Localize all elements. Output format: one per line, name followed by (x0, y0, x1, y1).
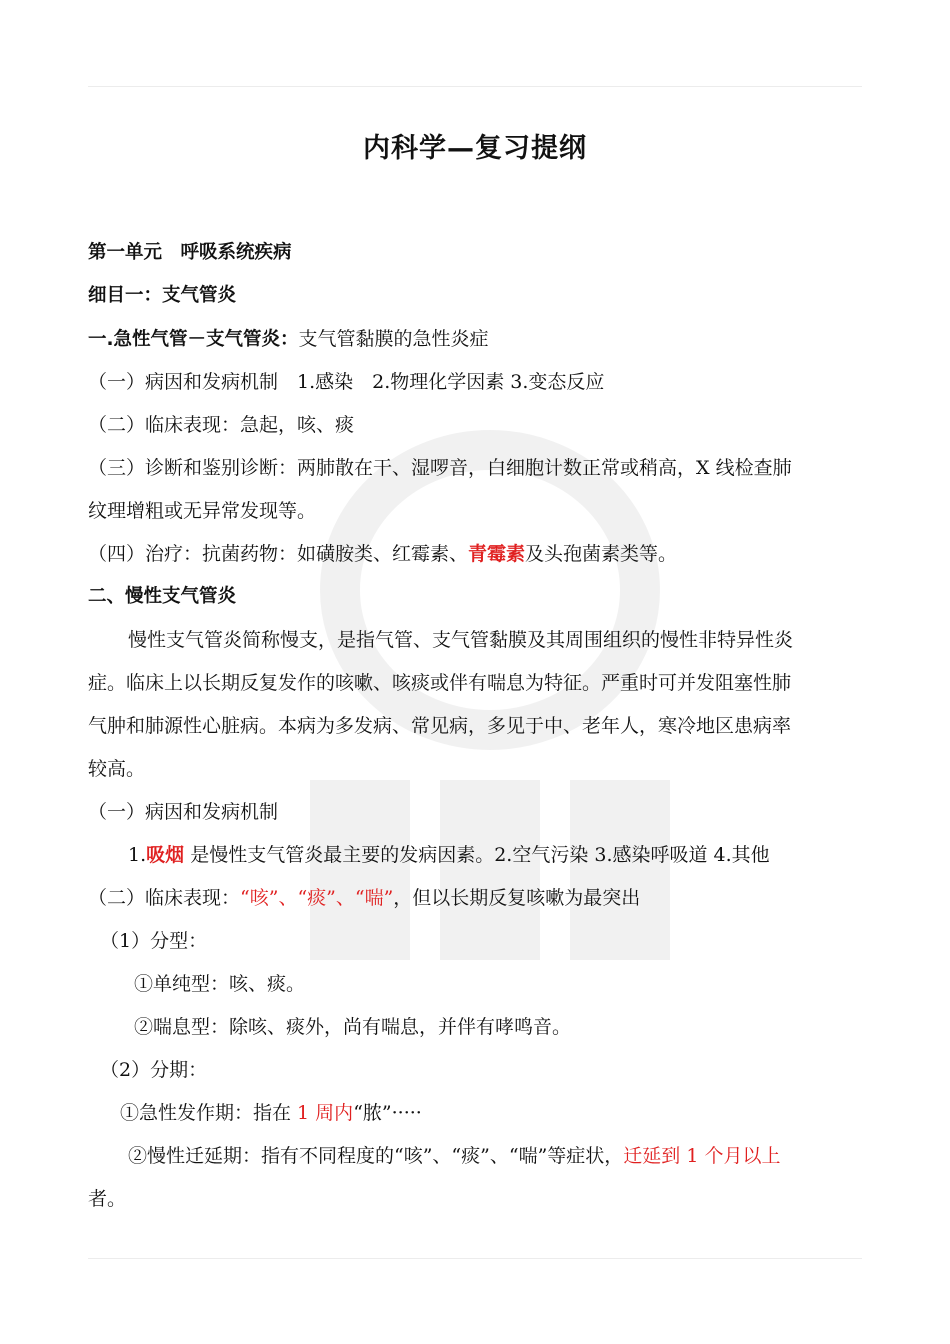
acute-heading: 一.急性气管－支气管炎： (88, 329, 299, 350)
chronic-clinical (88, 883, 640, 913)
clinical-tail: ，但以长期反复咳嗽为最突出 (393, 887, 641, 909)
footer-rule (88, 1258, 862, 1259)
stage-chronic-end: 者。 (88, 1188, 127, 1210)
type-heading: （1）分型： (100, 930, 208, 952)
acute-diagnosis-line2: 纹理增粗或无异常发现等。 (88, 500, 317, 522)
chronic-heading: 二、慢性支气管炎 (88, 586, 237, 607)
acute-treatment (88, 539, 677, 569)
clinical-label: （二）临床表现： (88, 887, 241, 909)
stage-chronic-text: ②慢性迁延期：指有不同程度的“咳”、“痰”、“喘”等症状， (128, 1145, 624, 1167)
header-rule (88, 86, 862, 87)
acute-etiology: （一）病因和发病机制 1.感染 2.物理化学因素 3.变态反应 (88, 371, 605, 393)
acute-treatment-tail: 及头孢菌素类等。 (525, 543, 678, 565)
acute-section (88, 324, 489, 355)
symptoms-highlight: “咳”、“痰”、“喘” (240, 887, 394, 909)
chronic-paragraph-line1: 慢性支气管炎简称慢支，是指气管、支气管黏膜及其周围组织的慢性非特异性炎 (128, 629, 794, 651)
one-month-highlight: 迁延到 1 个月以上 (623, 1145, 781, 1167)
page-title: 内科学—复习提纲 (363, 133, 587, 164)
chronic-cause (128, 840, 770, 870)
chronic-paragraph-line3: 气肿和肺源性心脏病。本病为多发病、常见病，多见于中、老年人，寒冷地区患病率 (88, 715, 792, 737)
unit-heading: 第一单元 呼吸系统疾病 (88, 242, 292, 263)
acute-treatment-text: （四）治疗：抗菌药物：如磺胺类、红霉素、 (88, 543, 469, 565)
one-week-highlight: 1 周内 (297, 1102, 354, 1124)
chronic-paragraph-line2: 症。临床上以长期反复发作的咳嗽、咳痰或伴有喘息为特征。严重时可并发阻塞性肺 (88, 672, 792, 694)
stage-heading: （2）分期： (100, 1059, 208, 1081)
stage-acute-text: ①急性发作期：指在 (120, 1102, 298, 1124)
stage-acute (120, 1098, 422, 1128)
chronic-paragraph-line4: 较高。 (88, 758, 146, 780)
cause-number: 1. (128, 844, 147, 866)
smoking-highlight: 吸烟 (146, 844, 185, 866)
stage-chronic (128, 1141, 780, 1171)
acute-diagnosis-line1: （三）诊断和鉴别诊断：两肺散在干、湿啰音，白细胞计数正常或稍高，X 线检查肺 (88, 457, 792, 479)
penicillin-highlight: 青霉素 (468, 543, 526, 565)
stage-acute-tail: “脓”····· (353, 1102, 422, 1124)
acute-clinical: （二）临床表现：急起，咳、痰 (88, 414, 355, 436)
chronic-etiology-heading: （一）病因和发病机制 (88, 801, 279, 823)
cause-text: 是慢性支气管炎最主要的发病因素。2.空气污染 3.感染呼吸道 4.其他 (184, 844, 770, 866)
acute-definition: 支气管黏膜的急性炎症 (298, 328, 489, 350)
type-asthmatic: ②喘息型：除咳、痰外，尚有喘息，并伴有哮鸣音。 (134, 1016, 572, 1038)
type-simple: ①单纯型：咳、痰。 (134, 973, 306, 995)
subitem-heading: 细目一：支气管炎 (88, 285, 237, 306)
